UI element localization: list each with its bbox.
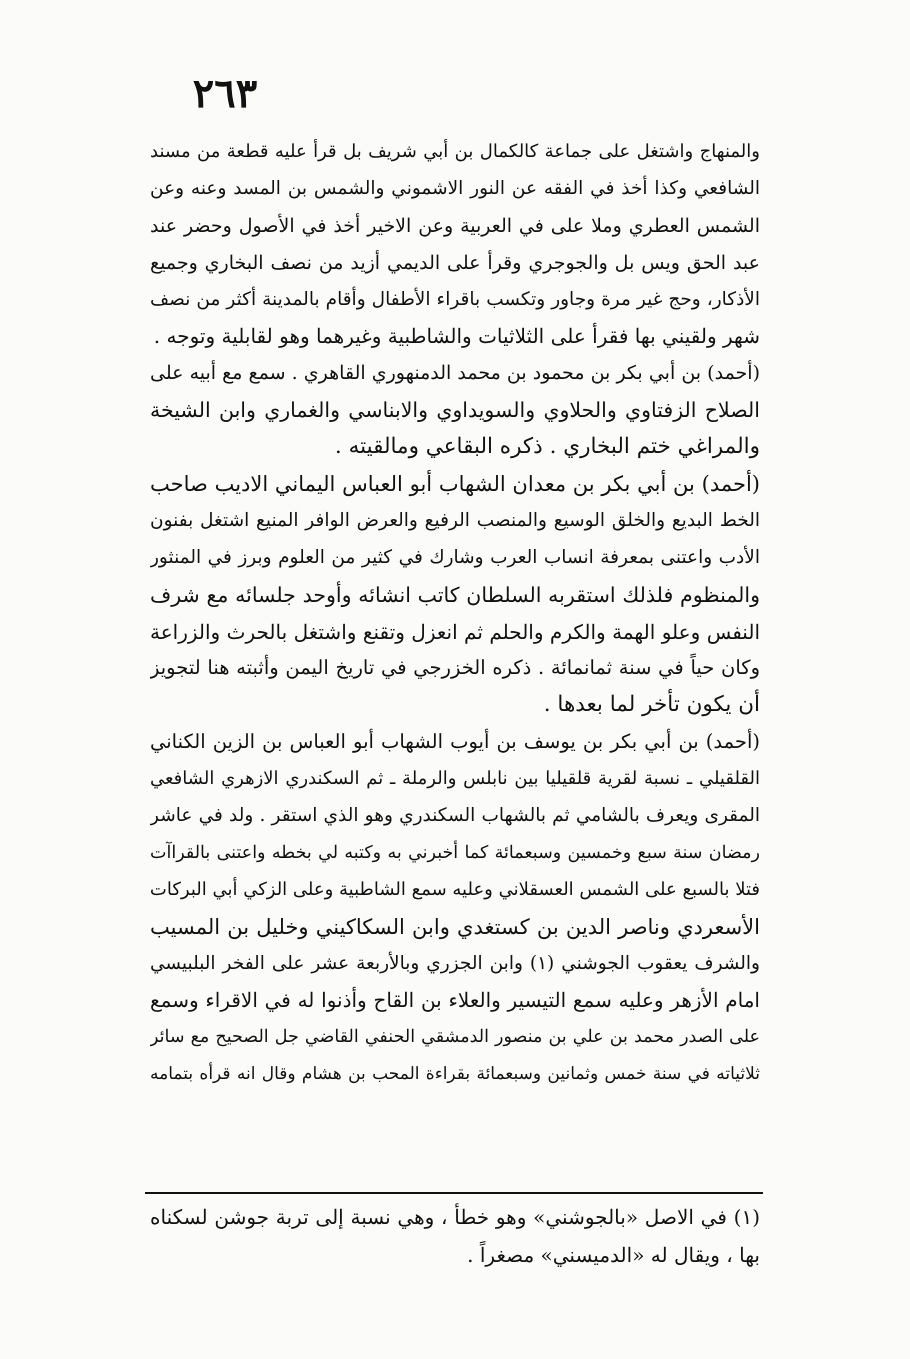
text-line: القلقيلي ـ نسبة لقرية قلقيليا بين نابلس والرملة ـ ثم السكندري الازهري الشافعي: [150, 768, 760, 790]
text-line: الصلاح الزفتاوي والحلاوي والسويداوي والابناسي والغماري وابن الشيخة: [150, 398, 760, 423]
entry-heading-line: (أحمد) بن أبي بكر بن محمود بن محمد الدمنهوري القاهري . سمع مع أبيه على: [150, 362, 760, 385]
text-line: أن يكون تأخر لما بعدها .: [543, 692, 760, 718]
footnote-line: بها ، ويقال له «الدميسني» مصغراً .: [467, 1243, 760, 1267]
text-line: وكان حياً في سنة ثمانمائة . ذكره الخزرجي في تاريخ اليمن وأثبته هنا لتجويز: [150, 656, 760, 680]
text-line: عبد الحق ويس بل والجوجري وقرأ على الديمي أزيد من نصف البخاري وجميع: [150, 251, 760, 274]
text-line: والمنظوم فلذلك استقربه السلطان كاتب انشائه وأوحد جلسائه مع شرف: [150, 582, 760, 607]
footnote-divider: [145, 1192, 763, 1194]
text-line: الأدب واعتنى بمعرفة انساب العرب وشارك في كثير من العلوم وبرز في المنثور: [150, 546, 760, 568]
text-line: المقرى ويعرف بالشامي ثم بالشهاب السكندري وهو الذي استقر . ولد في عاشر: [150, 805, 760, 827]
text-line: النفس وعلو الهمة والكرم والحلم ثم انعزل وتقنع واشتغل بالحرث والزراعة: [150, 619, 760, 644]
text-line: والمنهاج واشتغل على جماعة كالكمال بن أبي شريف بل قرأ عليه قطعة من مسند: [150, 141, 760, 162]
text-line: امام الأزهر وعليه سمع التيسير والعلاء بن القاح وأذنوا له في الاقراء وسمع: [150, 988, 760, 1013]
text-line: رمضان سنة سبع وخمسين وسبعمائة كما أخبرني به وكتبه لي بخطه واعتنى بالقراآت: [150, 842, 760, 863]
text-line: والشرف يعقوب الجوشني (١) وابن الجزري وبالأربعة عشر على الفخر البلبيسي: [150, 952, 760, 974]
text-line: الشمس العطري وملا على في العربية وعن الاخير أخذ في الأصول وحضر عند: [150, 214, 760, 237]
entry-heading-line: (أحمد) بن أبي بكر بن معدان الشهاب أبو العباس اليماني الاديب صاحب: [150, 472, 760, 497]
footnotes-block: [150, 1198, 760, 1274]
text-line: الأذكار، وحج غير مرة وجاور وتكسب باقراء الأطفال وأقام بالمدينة أكثر من نصف: [150, 288, 760, 310]
text-line: فتلا بالسبع على الشمس العسقلاني وعليه سمع الشاطبية وعلى الزكي أبي البركات: [150, 878, 760, 900]
main-text-block: [150, 134, 760, 1093]
text-line: على الصدر محمد بن علي بن منصور الدمشقي الحنفي القاضي جل الصحيح مع سائر: [150, 1027, 760, 1048]
text-line: الخط البديع والخلق الوسيع والمنصب الرفيع والعرض الوافر المنيع اشتغل بفنون: [150, 509, 760, 531]
text-line: شهر ولقيني بها فقرأ على الثلاثيات والشاطبية وغيرهما وهو لقابلية وتوجه .: [153, 324, 760, 349]
page-number: ٢٦٣: [192, 70, 258, 117]
entry-heading-line: (أحمد) بن أبي بكر بن يوسف بن أيوب الشهاب أبو العباس بن الزين الكناني: [150, 730, 760, 754]
text-line: الأسعردي وناصر الدين بن كستغدي وابن السكاكيني وخليل بن المسيب: [150, 914, 760, 939]
text-line: ثلاثياته في سنة خمس وثمانين وسبعمائة بقراءة المحب بن هشام وقال انه قرأه بتمامه: [150, 1064, 760, 1085]
text-line: والمراغي ختم البخاري . ذكره البقاعي ومالقيته .: [334, 434, 760, 460]
text-line: الشافعي وكذا أخذ في الفقه عن النور الاشموني والشمس بن المسد وعنه وعن: [150, 177, 760, 199]
footnote-line: (١) في الاصل «بالجوشني» وهو خطأ ، وهي نسبة إلى تربة جوشن لسكناه: [150, 1205, 760, 1229]
